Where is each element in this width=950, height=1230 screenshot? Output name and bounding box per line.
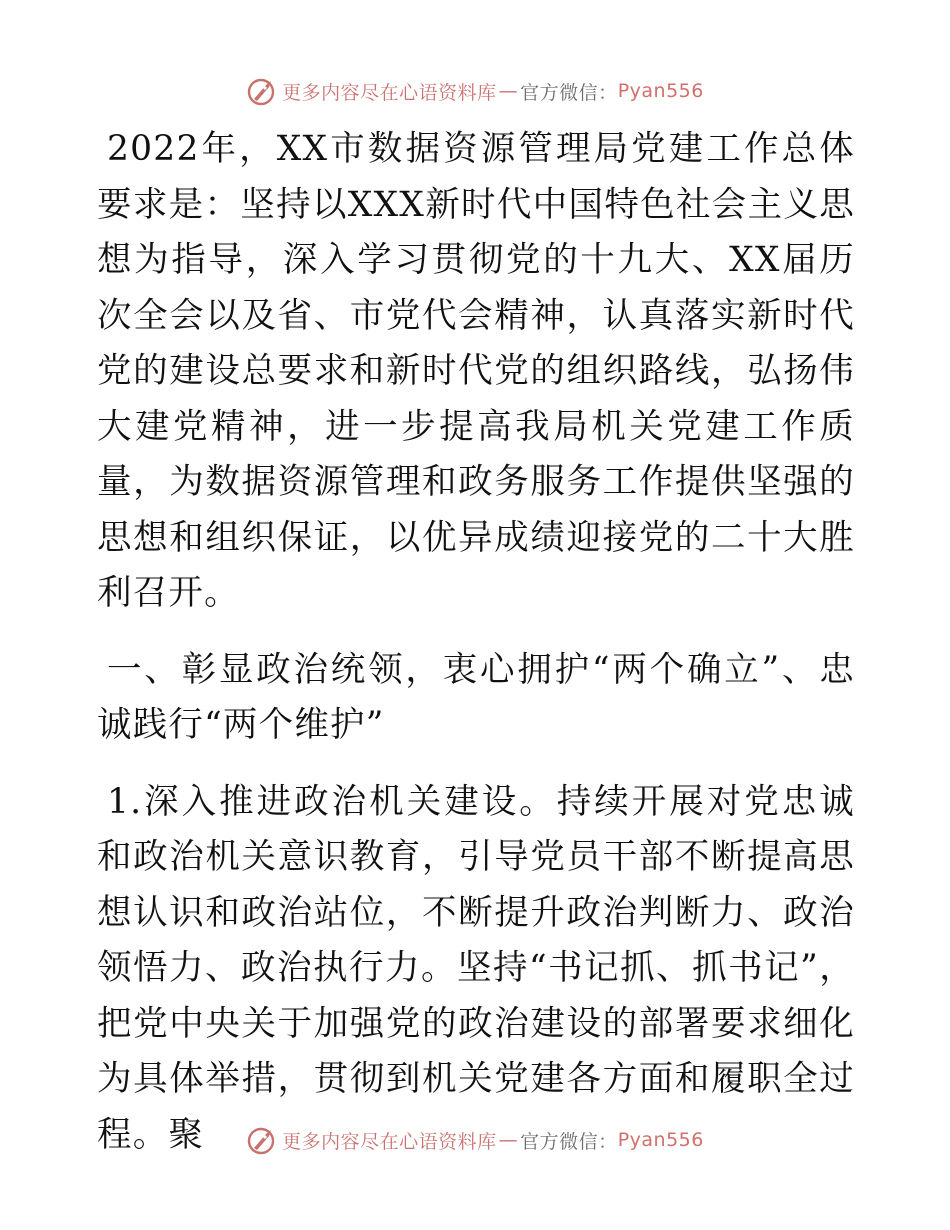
item-paragraph: 1.深入推进政治机关建设。持续开展对党忠诚和政治机关意识教育，引导党员干部不断提高思想认识和政治站位，不断提升政治判断力、政治领悟力、政治执行力。坚持“书记抓、抓书记”，把党中央关于加强党的政治建设的部署要求细化为具体举措，贯彻到机关党建各方面和履职全过程。聚 bbox=[97, 781, 855, 1155]
document-body bbox=[97, 122, 855, 1163]
watermark-id: Pyan556 bbox=[617, 80, 704, 102]
pen-nib-circle-icon bbox=[246, 1124, 278, 1156]
pen-nib-circle-icon bbox=[246, 75, 278, 107]
watermark-text: 更多内容尽在心语资料库 bbox=[282, 1130, 497, 1153]
watermark-id: Pyan556 bbox=[617, 1129, 704, 1151]
watermark-label: 官方微信： bbox=[520, 81, 618, 104]
section-heading: 一、彰显政治统领，衷心拥护“两个确立”、忠诚践行“两个维护” bbox=[97, 649, 855, 745]
watermark-separator: — bbox=[498, 80, 519, 102]
watermark-text: 更多内容尽在心语资料库 bbox=[282, 81, 497, 104]
header-watermark bbox=[0, 71, 950, 111]
watermark-separator: — bbox=[498, 1129, 519, 1151]
watermark-label: 官方微信： bbox=[520, 1130, 618, 1153]
intro-paragraph: 2022年，XX市数据资源管理局党建工作总体要求是：坚持以XXX新时代中国特色社会主义思想为指导，深入学习贯彻党的十九大、XX届历次全会以及省、市党代会精神，认真落实新时代党的建设总要求和新时代党的组织路线，弘扬伟大建党精神，进一步提高我局机关党建工作质量，为数据资源管理和政务服务工作提供坚强的思想和组织保证，以优异成绩迎接党的二十大胜利召开。 bbox=[97, 129, 855, 613]
footer-watermark bbox=[0, 1120, 950, 1160]
